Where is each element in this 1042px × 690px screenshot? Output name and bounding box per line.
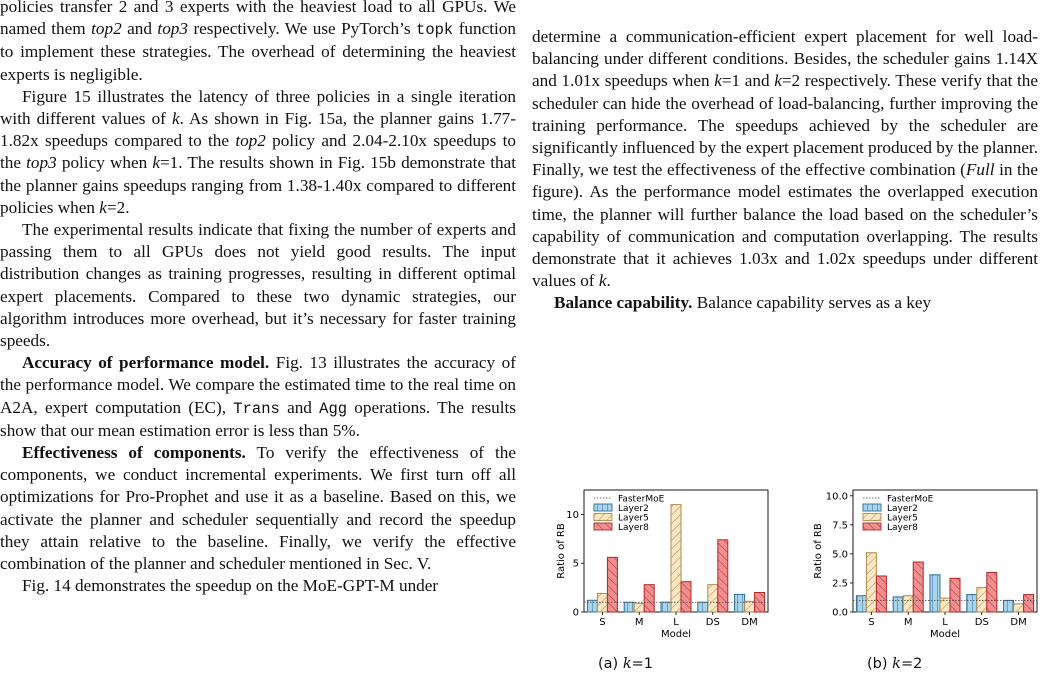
code-topk: topk [416, 21, 454, 40]
chart-b-legend-label-layer5: Layer5 [887, 513, 918, 524]
chart-b-xtick-label: M [903, 617, 913, 628]
chart-b-bar-layer5-s [866, 553, 876, 612]
policy-top2: top2 [91, 19, 122, 39]
chart-a-bar-layer2-ds [698, 602, 708, 612]
chart-a-legend-swatch-layer5 [594, 514, 612, 521]
chart-a-bar-layer5-ds [708, 585, 718, 612]
chart-a-bar-layer2-dm [735, 594, 745, 612]
chart-b-bar-layer8-dm [1024, 595, 1034, 612]
chart-b-bar-layer5-m [903, 596, 913, 612]
chart-a-ytick-label: 10 [566, 509, 579, 521]
chart-a-ylabel: Ratio of RB [556, 523, 567, 579]
chart-a-ytick-label: 5 [572, 558, 579, 570]
right-column [532, 0, 1038, 315]
chart-a-ytick-label: 0 [572, 607, 579, 619]
paragraph-accuracy: Accuracy of performance model. Fig. 13 illustrates the accuracy of the performance model. We compare the estimated time to the real time on A2A, expert computation (EC), Trans and Agg operations. The results show that our mean estimation error is less than 5%. [0, 353, 516, 440]
policy-top3: top3 [157, 19, 188, 39]
code-agg: Agg [319, 399, 348, 418]
chart-a-xtick-label: S [599, 617, 606, 628]
chart-b-ylabel: Ratio of RB [813, 523, 824, 579]
chart-b-xtick-label: S [868, 617, 875, 628]
chart-a-bar-layer8-m [644, 585, 654, 612]
paragraph-latency: Figure 15 illustrates the latency of three policies in a single iteration with different values of k. As shown in Fig. 15a, the planner gains 1.77-1.82x speedups compared to the top2 policy and 2.04-2.10x speedups to the top3 policy when k=1. The results shown in Fig. 15b demonstrate that the planner gains speedups ranging from 1.38-1.40x compared to different policies when k=2. [0, 86, 516, 217]
chart-b-legend-swatch-layer8 [863, 523, 881, 530]
chart-b-bar-layer5-dm [1014, 604, 1024, 612]
chart-a-legend-reference-label: FasterMoE [618, 494, 665, 505]
chart-b-bar-layer8-l [950, 578, 960, 612]
chart-b-bar-layer8-ds [987, 572, 997, 612]
chart-b-bar-layer8-m [913, 562, 923, 612]
chart-b-legend-label-layer2: Layer2 [887, 504, 918, 514]
chart-a-bar-layer5-dm [745, 601, 755, 612]
chart-b-ytick-label: 5.0 [832, 549, 848, 561]
paragraph-strategies: policies transfer 2 and 3 experts with the heaviest load to all GPUs. We named them top2 and top3 respectively. We use PyTorch’s topk function to implement these strategies. The overhead of determining the heaviest experts is negligible. [0, 0, 516, 84]
chart-a-bar-layer8-s [607, 557, 617, 612]
chart-a-bar-layer2-s [587, 600, 597, 612]
chart-a-bar-layer5-l [671, 505, 681, 612]
left-column [0, 0, 516, 597]
chart-a-xtick-label: DM [741, 617, 758, 628]
code-trans: Trans [233, 399, 280, 418]
paragraph-experimental-results: The experimental results indicate that fixing the number of experts and passing them to all GPUs does not yield good results. The input distribution changes as training progresses, resulting in different optimal expert placements. Compared to these two dynamic strategies, our algorithm introduces more overhead, but it’s necessary for faster training speeds. [0, 220, 516, 351]
paragraph-effectiveness: Effectiveness of components. To verify the effectiveness of the components, we conduct incremental experiments. We first turn off all optimizations for Pro-Prophet and use it as a baseline. Based on this, we activate the planner and scheduler sequentially and record the speedup they attain relative to the baseline. Finally, we verify the effective combination of the planner and scheduler mentioned in Sec. V. [0, 443, 516, 574]
chart-b-bar-layer2-s [856, 596, 866, 612]
figure-15 [532, 476, 1038, 690]
chart-a-bar-layer2-m [624, 602, 634, 612]
chart-b-ytick-label: 2.5 [832, 578, 848, 590]
chart-a-bar-layer2-l [661, 602, 671, 612]
heading-accuracy: Accuracy of performance model. [22, 353, 270, 373]
chart-b-ytick-label: 0.0 [832, 607, 848, 619]
paragraph-fig14: Fig. 14 demonstrates the speedup on the MoE-GPT-M under [22, 576, 439, 596]
chart-b-bar-layer2-ds [967, 595, 977, 612]
paragraph-scheduler: determine a communication-efficient expert placement for well load-balancing under different conditions. Besides, the scheduler gains 1.14X and 1.01x speedups when k=1 and k=2 respectively. These verify that the scheduler can hide the overhead of load-balancing, further improving the training performance. The speedups achieved by the scheduler are significantly influenced by the expert placement produced by the planner. Finally, we test the effectiveness of the effective combination (Full in the figure). As the performance model estimates the overlapped execution time, the planner will further balance the load based on the scheduler’s capability of communication and computation overlapping. The results demonstrate that it achieves 1.03x and 1.02x speedups under different values of k. [532, 27, 1039, 291]
chart-b-bar-layer2-dm [1004, 600, 1014, 612]
chart-a-xtick-label: M [634, 617, 644, 628]
chart-a-bar-layer8-ds [718, 540, 728, 612]
chart-a-legend-swatch-layer8 [594, 523, 612, 530]
chart-b-xtick-label: L [942, 617, 948, 628]
paragraph-balance-capability: Balance capability. Balance capability serves as a key [554, 293, 932, 313]
chart-a-bar-layer5-s [597, 593, 607, 612]
chart-b-bar-layer8-s [876, 576, 886, 612]
chart-b-xtick-label: DS [974, 617, 989, 628]
chart-a-xtick-label: DS [705, 617, 720, 628]
chart-a-legend-swatch-layer2 [594, 504, 612, 511]
chart-a-bar-layer8-l [681, 582, 691, 612]
caption-a: (a) k=1 [598, 656, 653, 672]
heading-balance-capability: Balance capability. [554, 293, 693, 313]
chart-a-xtick-label: L [673, 617, 679, 628]
chart-a-legend-label-layer2: Layer2 [618, 504, 649, 514]
chart-b-legend-label-layer8: Layer8 [887, 523, 918, 533]
label-full: Full [965, 160, 995, 180]
chart-b-legend-reference-label: FasterMoE [887, 494, 934, 505]
chart-b-bar-layer5-ds [977, 588, 987, 612]
chart-b-bar-layer2-m [893, 597, 903, 612]
chart-a-xlabel: Model [660, 629, 692, 640]
chart-b-xtick-label: DM [1010, 617, 1027, 628]
chart-b-legend-swatch-layer2 [863, 504, 881, 511]
chart-b-ytick-label: 7.5 [832, 520, 848, 532]
chart-a-legend-label-layer8: Layer8 [618, 523, 649, 533]
chart-b-ytick-label: 10.0 [825, 491, 848, 503]
chart-a-legend-label-layer5: Layer5 [618, 513, 649, 524]
chart-b-legend-swatch-layer5 [863, 514, 881, 521]
heading-effectiveness: Effectiveness of components. [22, 443, 246, 463]
chart-b-bar-layer2-l [930, 575, 940, 612]
chart-b-xlabel: Model [929, 629, 961, 640]
caption-b: (b) k=2 [867, 656, 923, 672]
chart-a-bar-layer5-m [634, 603, 644, 612]
